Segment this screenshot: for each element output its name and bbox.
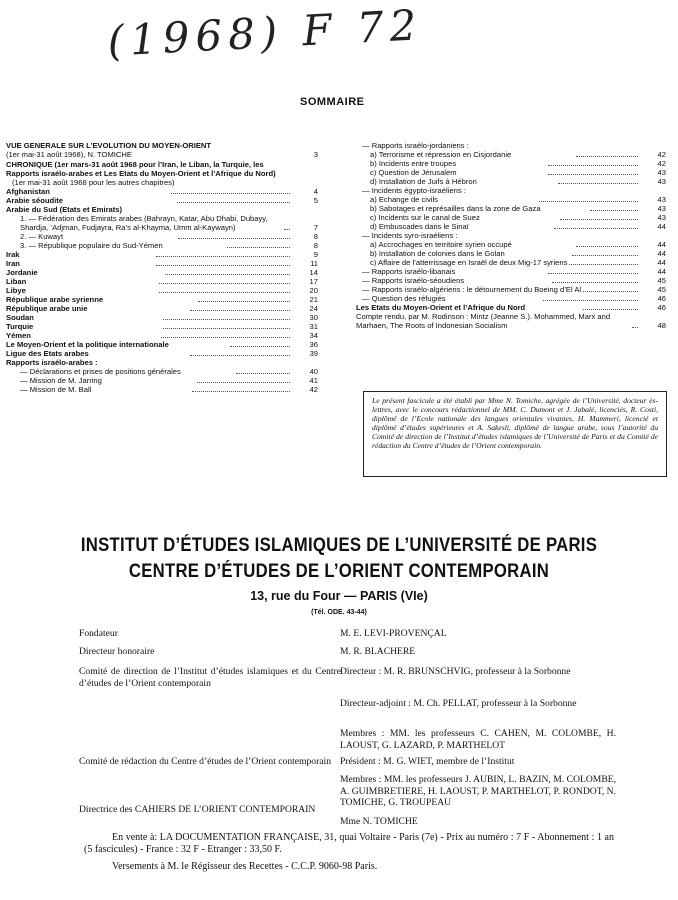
toc-entry-label: b) Sabotages et représailles dans la zone de Gaza (370, 204, 541, 213)
directrice-value: Mme N. TOMICHE (340, 816, 418, 827)
dot-leader (632, 327, 638, 328)
toc-entry-label: Soudan (6, 313, 34, 322)
toc-page-number: 8 (313, 232, 318, 241)
toc-entry (356, 285, 666, 294)
dot-leader (163, 319, 290, 320)
dot-leader (171, 193, 290, 194)
dot-leader (156, 256, 290, 257)
toc-page-number: 34 (309, 331, 318, 340)
dot-leader (163, 328, 290, 329)
toc-page-number: 43 (657, 177, 667, 186)
toc-page-number: 36 (309, 340, 318, 349)
toc-entry-label: 1. — Fédération des Emirats arabes (Bahrayn, Katar, Abu Dhabi, Dubayy, Shardja, ‘Adjman, Fudjayra, Ra’s al-Khayma, Umm al-Kaywayn) (20, 214, 268, 232)
toc-entry (356, 294, 666, 303)
comite-redaction-label: Comité de rédaction du Centre d’études de l’Orient contemporain (79, 756, 332, 767)
toc-page-number: 45 (657, 276, 666, 285)
toc-entry (6, 322, 318, 331)
toc-page-number: 42 (657, 150, 666, 159)
dot-leader (543, 300, 638, 301)
toc-page-number: 44 (657, 267, 666, 276)
toc-entry (356, 159, 666, 168)
toc-page-number: 4 (313, 187, 319, 196)
dot-leader (178, 238, 290, 239)
toc-entry-label: Le Moyen-Orient et la politique internationale (6, 340, 169, 349)
toc-entry-label: c) Incidents sur le canal de Suez (370, 213, 480, 222)
toc-page-number: 3 (313, 150, 318, 159)
toc-entry (356, 222, 666, 231)
directeur-value: Directeur : M. R. BRUNSCHVIG, professeur à la Sorbonne (340, 666, 571, 677)
editorial-note-box: Le présent fascicule a été établi par Mme N. Tomiche, agrégée de l’Université, docteur ès-lettres, avec le concours rédactionnel de MM. C. Dumont et J. Jabalé, licenciés, R. Costi, diplômé de l’Ecole nationale des langues orientales vivantes, H. Mammeri, licencié et diplômé d’études supérieures et A. Sakesli, diplômé de langue arabe, sous l’autorité du Comité de direction de l’Institut d’études islamiques de l’Université de Paris et du Comité de rédaction du Centre d’études de l’Orient contemporain. (363, 391, 667, 477)
toc-entry (6, 286, 318, 295)
toc-right-column (356, 141, 666, 330)
toc-entry (6, 358, 318, 367)
toc-page-number: 24 (309, 304, 318, 313)
toc-entry (6, 259, 318, 268)
sommaire-heading: SOMMAIRE (300, 96, 365, 108)
dot-leader (548, 273, 638, 274)
toc-entry-label: — Rapports israélo-algériens : le détournement du Boeing d’El Al (362, 285, 582, 294)
toc-entry (356, 213, 666, 222)
dot-leader (190, 310, 290, 311)
toc-entry-label: Arabie séoudite (6, 196, 63, 205)
toc-page-number: 45 (657, 285, 666, 294)
institute-title: INSTITUT D’ÉTUDES ISLAMIQUES DE L’UNIVERSITÉ DE PARIS (80, 535, 598, 556)
toc-entry (6, 232, 318, 241)
toc-entry (6, 196, 318, 205)
dot-leader (198, 301, 290, 302)
telephone-line: (Tél. ODE. 43-44) (311, 609, 367, 616)
toc-page-number: 8 (313, 241, 318, 250)
dot-leader (177, 202, 290, 203)
toc-vue-generale: VUE GENERALE SUR L’EVOLUTION DU MOYEN-ORIENT (6, 141, 212, 150)
toc-entry (356, 258, 666, 267)
toc-entry-label: Les Etats du Moyen-Orient et l’Afrique du Nord (356, 303, 526, 312)
toc-entry-label: République arabe unie (6, 304, 88, 313)
dot-leader (159, 283, 290, 284)
toc-right-entries (356, 141, 666, 330)
toc-entry (6, 385, 318, 394)
directeur-honoraire-value: M. R. BLACHERE (340, 646, 416, 657)
dot-leader (539, 201, 638, 202)
dot-leader (572, 255, 638, 256)
toc-entry-label: — Mission de M. Ball (20, 385, 92, 394)
toc-entry-label: a) Echange de civils (370, 195, 438, 204)
toc-entry-label: Turquie (6, 322, 34, 331)
toc-page-number: 5 (313, 196, 318, 205)
toc-entry-label: c) Question de Jérusalem (370, 168, 457, 177)
toc-entry-label: Compte rendu, par M. Rodinson : Mintz (Jeanne S.). Mohammed, Marx and Marhaen, The Roots of Indonesian Socialism (356, 312, 611, 330)
toc-entry (6, 376, 318, 385)
directeur-honoraire-label: Directeur honoraire (79, 646, 155, 657)
toc-page-number: 48 (657, 321, 666, 330)
toc-entry-label: — Incidents égypto-israéliens : (362, 186, 466, 195)
vente-line: En vente à: LA DOCUMENTATION FRANÇAISE, 31, quai Voltaire - Paris (7e) - Prix au numéro : 7 F - Abonnement : 1 an (5 fascicules) - France : 32 F - Etranger : 33,50 F. (84, 832, 614, 855)
dot-leader (156, 265, 290, 266)
toc-entry (6, 331, 318, 340)
toc-page-number: 11 (310, 259, 318, 268)
toc-page-number: 42 (309, 385, 319, 394)
toc-page-number: 44 (657, 240, 667, 249)
toc-page-number: 31 (309, 322, 318, 331)
toc-page-number: 44 (657, 258, 666, 267)
dot-leader (560, 219, 638, 220)
dot-leader (190, 355, 290, 356)
dot-leader (583, 291, 638, 292)
toc-page-number: 39 (309, 349, 319, 358)
fondateur-value: M. E. LEVI-PROVENÇAL (340, 628, 447, 639)
toc-page-number: 9 (313, 250, 319, 259)
toc-entry-label: Liban (6, 277, 27, 286)
dot-leader (197, 382, 290, 383)
dot-leader (583, 309, 638, 310)
toc-page-number: 44 (657, 222, 666, 231)
dot-leader (576, 156, 638, 157)
toc-page-number: 43 (657, 204, 667, 213)
toc-entry (6, 304, 318, 313)
toc-chronique: CHRONIQUE (1er mars-31 août 1968 pour l’Iran, le Liban, la Turquie, les Rapports israélo-arabes et Les Etats du Moyen-Orient et l’Afrique du Nord) (6, 160, 276, 178)
toc-entry-label: Yémen (6, 331, 31, 340)
toc-entry (356, 249, 666, 258)
toc-page-number: 40 (309, 367, 319, 376)
toc-entry (356, 204, 666, 213)
toc-entry-label: — Rapports israélo-libanais (362, 267, 456, 276)
toc-entry (6, 277, 318, 286)
toc-entry (6, 214, 318, 232)
dot-leader (159, 292, 290, 293)
comite-direction-label: Comité de direction de l’Institut d’études islamiques et du Centre d’études de l’Orient contemporain (79, 666, 341, 689)
toc-page-number: 17 (309, 277, 318, 286)
toc-entry (6, 295, 318, 304)
toc-page-number: 21 (309, 295, 318, 304)
toc-page-number: 43 (657, 213, 666, 222)
dot-leader (558, 183, 638, 184)
dot-leader (230, 346, 290, 347)
toc-entry (356, 195, 666, 204)
toc-entry-label: a) Accrochages en territoire syrien occupé (370, 240, 512, 249)
toc-page-number: 46 (657, 303, 666, 312)
toc-entry-label: 3. — République populaire du Sud-Yémen (20, 241, 163, 250)
toc-entry (6, 205, 318, 214)
toc-entry-label: — Incidents syro-israéliens : (362, 231, 458, 240)
toc-entry (356, 231, 666, 240)
toc-entry-label: Irak (6, 250, 20, 259)
toc-page-number: 44 (657, 249, 667, 258)
toc-entry (356, 276, 666, 285)
toc-entry-label: b) Incidents entre troupes (370, 159, 457, 168)
dot-leader (548, 165, 638, 166)
toc-chronique-sub: (1er mai-31 août 1968 pour les autres chapitres) (12, 178, 175, 187)
dot-leader (236, 373, 290, 374)
toc-entry-label: d) Embuscades dans le Sinaï (370, 222, 469, 231)
fondateur-label: Fondateur (79, 628, 118, 639)
toc-entry (356, 177, 666, 186)
toc-entry (6, 349, 318, 358)
toc-entry-label: — Question des réfugiés (362, 294, 446, 303)
toc-entry-label: — Déclarations et prises de positions générales (20, 367, 181, 376)
toc-entry (6, 367, 318, 376)
versements-line: Versements à M. le Régisseur des Recettes - C.C.P. 9060-98 Paris. (112, 861, 378, 872)
dot-leader (552, 282, 638, 283)
toc-page-number: 46 (657, 294, 667, 303)
toc-entry-label: — Rapports israélo-jordaniens : (362, 141, 469, 150)
toc-entry-label: Libye (6, 286, 26, 295)
toc-entry-label: c) Affaire de l’atterrissage en Israël de deux Mig-17 syriens (370, 258, 568, 267)
toc-entry (6, 268, 318, 277)
toc-entry-label: Iran (6, 259, 20, 268)
toc-entry (356, 150, 666, 159)
membres-direction-value: Membres : MM. les professeurs C. CAHEN, M. COLOMBE, H. LAOUST, G. LAZARD, P. MARTHELOT (340, 728, 616, 751)
toc-page-number: 41 (309, 376, 318, 385)
dot-leader (548, 174, 638, 175)
toc-entry-label: Ligue des Etats arabes (6, 349, 89, 358)
toc-entry (356, 303, 666, 312)
toc-entry (6, 250, 318, 259)
toc-entry-label: Arabie du Sud (Etats et Emirats) (6, 205, 123, 214)
dot-leader (576, 246, 638, 247)
toc-page-number: 7 (313, 223, 318, 232)
toc-entry-label: 2. — Kuwayt (20, 232, 64, 241)
toc-entry (356, 186, 666, 195)
toc-entry-label: Afghanistan (6, 187, 50, 196)
toc-page-number: 30 (309, 313, 318, 322)
toc-page-number: 20 (309, 286, 318, 295)
toc-entry-label: Rapports israélo-arabes : (6, 358, 98, 367)
dot-leader (569, 264, 638, 265)
toc-entry (356, 240, 666, 249)
toc-entry-label: Jordanie (6, 268, 38, 277)
dot-leader (590, 210, 638, 211)
toc-entry (356, 312, 666, 330)
dot-leader (284, 229, 290, 230)
dot-leader (192, 391, 290, 392)
dot-leader (161, 337, 290, 338)
president-value: Président : M. G. WIET, membre de l’Institut (340, 756, 515, 767)
toc-vue-generale-row: (1er mai-31 août 1968), N. TOMICHE 3 (6, 150, 318, 159)
toc-entry (356, 267, 666, 276)
toc-entry-label: République arabe syrienne (6, 295, 104, 304)
toc-entry-label: a) Terrorisme et répression en Cisjordanie (370, 150, 512, 159)
handwritten-annotation: (1968) F 72 (106, 0, 424, 66)
toc-entry (6, 187, 318, 196)
toc-entry (356, 168, 666, 177)
toc-entry-label: — Rapports israélo-séoudiens (362, 276, 465, 285)
toc-left-column (6, 141, 318, 394)
dot-leader (227, 247, 290, 248)
toc-entry (6, 313, 318, 322)
directeur-adjoint-value: Directeur-adjoint : M. Ch. PELLAT, professeur à la Sorbonne (340, 698, 577, 709)
toc-entry-label: b) Installation de colonies dans le Golan (370, 249, 505, 258)
toc-page-number: 14 (309, 268, 318, 277)
dot-leader (554, 228, 638, 229)
centre-title: CENTRE D’ÉTUDES DE L’ORIENT CONTEMPORAIN (128, 561, 550, 582)
toc-entry (356, 141, 666, 150)
toc-entry (6, 340, 318, 349)
toc-entry-label: d) Installation de Juifs à Hébron (370, 177, 477, 186)
directrice-label: Directrice des CAHIERS DE L’ORIENT CONTEMPORAIN (79, 804, 316, 815)
address-line: 13, rue du Four — PARIS (VIe) (250, 589, 428, 603)
toc-entry-label: — Mission de M. Jarring (20, 376, 102, 385)
toc-entry (6, 241, 318, 250)
membres-redaction-value: Membres : MM. les professeurs J. AUBIN, L. BAZIN, M. COLOMBE, A. GUIMBRETIERE, H. LAOUST, P. MARTHELOT, P. RONDOT, N. TOMICHE, G. TROUPEAU (340, 774, 616, 808)
dot-leader (165, 274, 290, 275)
toc-page-number: 42 (657, 159, 666, 168)
toc-left-entries (6, 187, 318, 394)
toc-page-number: 43 (657, 195, 666, 204)
toc-page-number: 43 (657, 168, 666, 177)
